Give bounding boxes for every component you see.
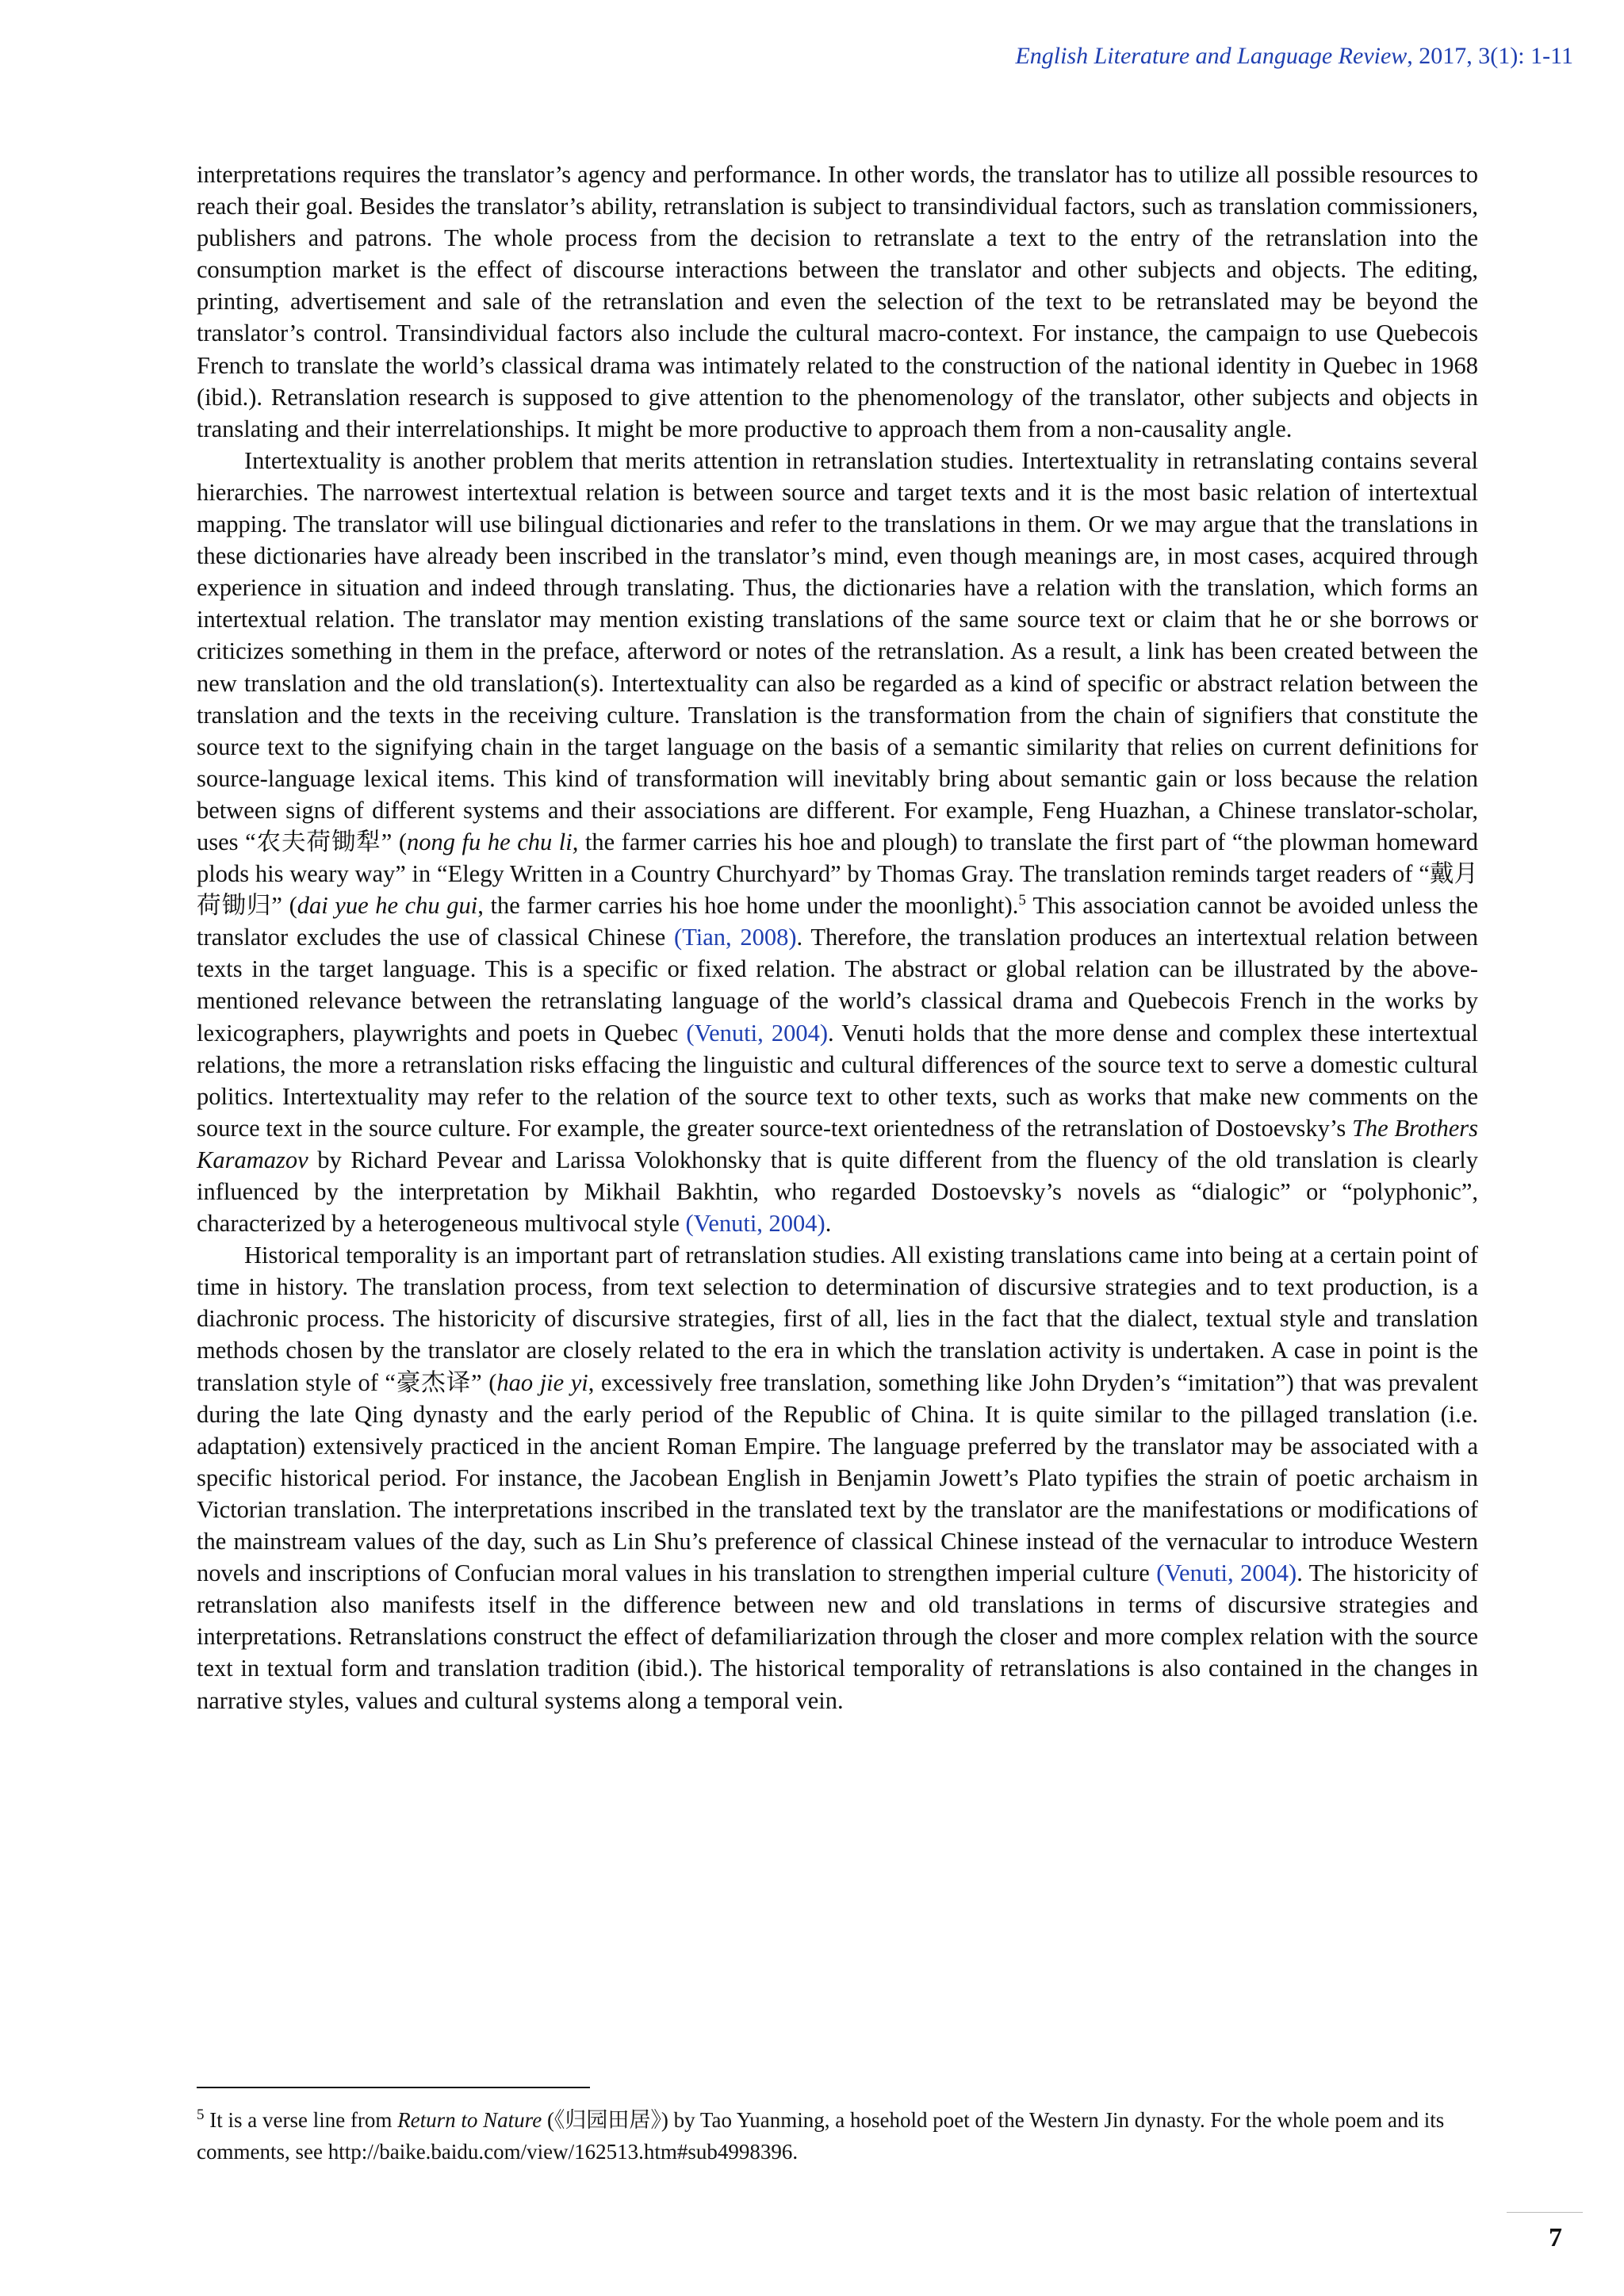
text-run: interpretations requires the translator’s agency and performance. In other words, the translator has to utilize all possible resources to reach their goal. Besides the translator’s ability, retranslation is subject to transindividual factors, such as translation commissioners, publishers and patrons. The whole process from the decision to retranslate a text to the entry of the retranslation into the consumption market is the effect of discourse interactions between the translator and other subjects and objects. The editing, printing, advertisement and sale of the retranslation and even the selection of the text to be retranslated may be beyond the translator’s control. Transindividual factors also include the cultural macro-context. For instance, the campaign to use Quebecois French to translate the world’s classical drama was intimately related to the construction of the national identity in Quebec in 1968 (ibid.). Retranslation research is supposed to give attention to the phenomenology of the translator, other subjects and objects in translating and their interrelationships. It might be more productive to approach them from a non-causality angle. <box>197 161 1478 442</box>
citation-link[interactable]: (Venuti, 2004) <box>1156 1559 1297 1587</box>
footnote-marker: 5 <box>197 2107 205 2123</box>
text-run: the farmer carries his hoe and plough) to translate the first part of “the plowman homeward plods his weary way” in “Elegy Written in a Country Churchyard” by Thomas Gray. The translation reminds target readers of “戴月荷锄归” ( <box>197 828 1478 920</box>
text-run: Historical temporality is an important part of retranslation studies. All existing translations came into being at a certain point of time in history. The translation process, from text selection to determination of discursive strategies and to text production, is a diachronic process. The historicity of discursive strategies, first of all, lies in the fact that the dialect, textual style and translation methods chosen by the translator are closely related to the era in which the translation activity is undertaken. A case in point is the translation style of “豪杰译” ( <box>197 1242 1478 1396</box>
citation-link[interactable]: (Venuti, 2004) <box>685 1210 825 1238</box>
paragraph <box>197 159 1478 445</box>
text-run: (《归园田居》) by Tao Yuanming, a hosehold poet of the Western Jin dynasty. For the whole poem and its comments, see http://baike.baidu.com/view/162513.htm#sub4998396. <box>197 2108 1445 2164</box>
journal-title: English Literature and Language Review <box>1015 43 1408 69</box>
text-run: by Richard Pevear and Larissa Volokhonsky that is quite different from the fluency of the old translation is clearly influenced by the interpretation by Mikhail Bakhtin, who regarded Dostoevsky’s novels as “dialogic” or “polyphonic”, characterized by a heterogeneous multivocal style <box>197 1146 1478 1238</box>
journal-citation: , 2017, 3(1): 1-11 <box>1407 43 1573 69</box>
text-run: . <box>825 1210 832 1238</box>
text-run: . The historicity of retranslation also manifests itself in the difference between new and old translations in terms of discursive strategies and interpretations. Retranslations construct the effect of defamiliarization through the closer and more complex relation with the source text in textual form and translation tradition (ibid.). The historical temporality of retranslations is also contained in the changes in narrative styles, values and cultural systems along a temporal vein. <box>197 1559 1478 1714</box>
text-run: It is a verse line from <box>204 2108 398 2132</box>
page-number: 7 <box>1549 2223 1562 2252</box>
text-run: , excessively free translation, something like John Dryden’s “imitation”) that was prevalent during the late Qing dynasty and the early period of the Republic of China. It is quite similar to the pillaged translation (i.e. adaptation) extensively practiced in the ancient Roman Empire. The language preferred by the translator may be associated with a specific historical period. For instance, the Jacobean English in Benjamin Jowett’s Plato typifies the strain of poetic archaism in Victorian translation. The interpretations inscribed in the translated text by the translator are the manifestations or modifications of the mainstream values of the day, such as Lin Shu’s preference of classical Chinese instead of the vernacular to introduce Western novels and inscriptions of Confucian moral values in his translation to strengthen imperial culture <box>197 1368 1479 1587</box>
italic-text: dai yue he chu gui <box>297 892 478 920</box>
citation-link[interactable]: (Venuti, 2004) <box>686 1019 829 1047</box>
running-head <box>1015 43 1573 70</box>
page-number-rule <box>1507 2212 1583 2213</box>
italic-text: nong fu he chu li, <box>407 828 579 855</box>
citation-link[interactable]: (Tian, 2008) <box>674 924 797 951</box>
paragraph <box>197 1239 1478 1716</box>
footnote-marker: 5 <box>1018 892 1026 909</box>
footnote <box>197 2104 1478 2168</box>
text-run: . Therefore, the translation produces an intertextual relation between texts in the target language. This is a specific or fixed relation. The abstract or global relation can be illustrated by the above-mentioned relevance between the retranslating language of the world’s classical drama and Quebecois French in the works by lexicographers, playwrights and poets in Quebec <box>197 924 1478 1047</box>
text-run: This association cannot be avoided unless the translator excludes the use of classical Chinese <box>197 892 1478 951</box>
footnote-rule <box>197 2087 590 2088</box>
body-text <box>197 159 1478 1716</box>
text-run: , the farmer carries his hoe home under the moonlight). <box>477 892 1019 920</box>
text-run: . Venuti holds that the more dense and complex these intertextual relations, the more a retranslation risks effacing the linguistic and cultural differences of the source text to serve a domestic cultural politics. Intertextuality may refer to the relation of the source text to other texts, such as works that make new comments on the source text in the source culture. For example, the greater source-text orientedness of the retranslation of Dostoevsky’s <box>197 1019 1478 1142</box>
paragraph <box>197 445 1478 1239</box>
italic-text: Return to Nature <box>397 2108 542 2132</box>
italic-text: The Brothers Karamazov <box>197 1114 1478 1173</box>
text-run: Intertextuality is another problem that merits attention in retranslation studies. Intertextuality in retranslating contains several hierarchies. The narrowest intertextual relation is between source and target texts and it is the most basic relation of intertextual mapping. The translator will use bilingual dictionaries and refer to the translations in them. Or we may argue that the translations in these dictionaries have already been inscribed in the translator’s mind, even though meanings are, in most cases, acquired through experience in situation and indeed through translating. Thus, the dictionaries have a relation with the translation, which forms an intertextual relation. The translator may mention existing translations of the same source text or claim that he or she borrows or criticizes something in them in the preface, afterword or notes of the retranslation. As a result, a link has been created between the new translation and the old translation(s). Intertextuality can also be regarded as a kind of specific or abstract relation between the translation and the texts in the receiving culture. Translation is the transformation from the chain of signifiers that constitute the source text to the signifying chain in the target language on the basis of a semantic similarity that relies on current definitions for source-language lexical items. This kind of transformation will inevitably bring about semantic gain or loss because the relation between signs of different systems and their associations are different. For example, Feng Huazhan, a Chinese translator-scholar, uses “农夫荷锄犁” ( <box>197 446 1478 855</box>
italic-text: hao jie yi <box>496 1368 588 1396</box>
